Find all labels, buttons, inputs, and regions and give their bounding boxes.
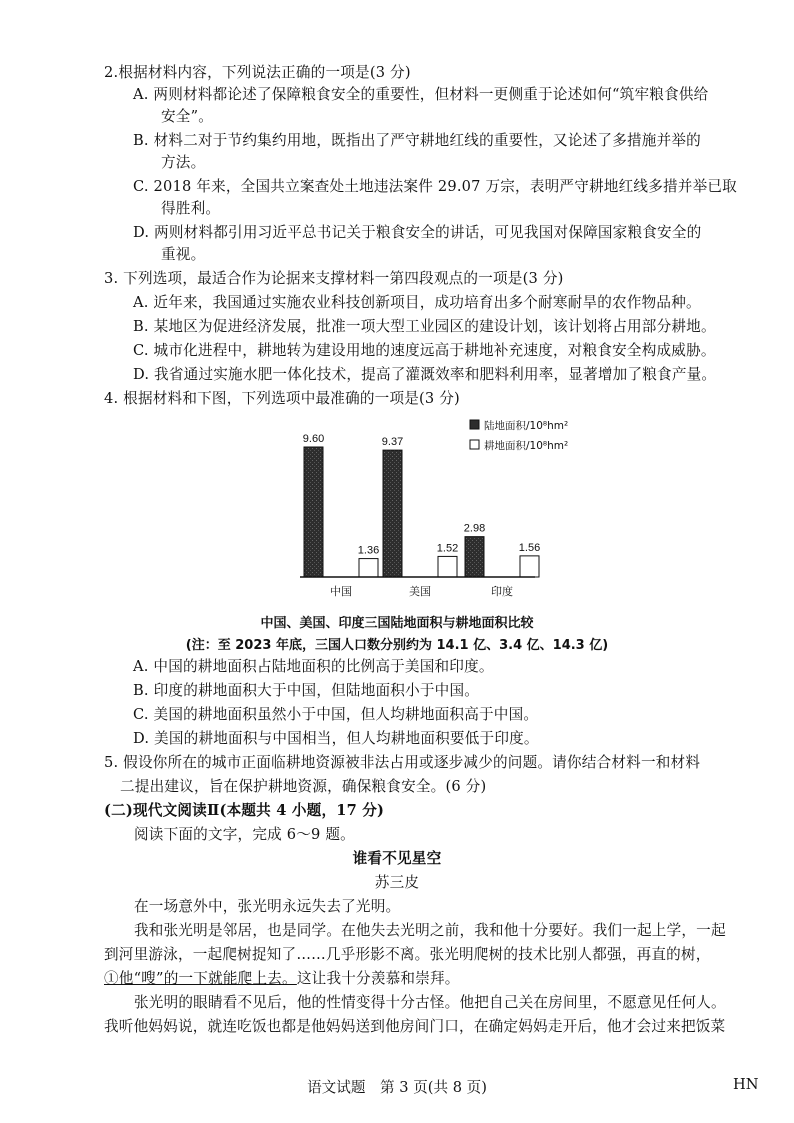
chart-caption: 中国、美国、印度三国陆地面积与耕地面积比较 (260, 616, 534, 631)
story-paragraph (104, 968, 460, 990)
story-paragraph: 我听他妈妈说，就连吃饭也都是他妈妈送到他房间门口，在确定妈妈走开后，他才会过来把饭菜 (104, 1018, 726, 1035)
q4-option-a: A. 中国的耕地面积占陆地面积的比例高于美国和印度。 (133, 658, 494, 675)
bar-land (465, 537, 484, 577)
story-paragraph: 到河里游泳，一起爬树捉知了……几乎形影不离。张光明爬树的技术比别人都强，再直的树， (104, 946, 711, 963)
section-heading: (二)现代文阅读Ⅱ(本题共 4 小题，17 分) (104, 802, 385, 819)
q5-stem: 5. 假设你所在的城市正面临耕地资源被非法占用或逐步减少的问题。请你结合材料一和材料 (104, 754, 701, 771)
page-footer: 语文试题 第 3 页(共 8 页) (307, 1079, 487, 1096)
bar-farmland (359, 559, 378, 577)
story-text: 这让我十分羡慕和崇拜。 (296, 970, 460, 987)
bar-value-label: 2.98 (463, 522, 486, 535)
category-label: 中国 (330, 585, 352, 598)
q2-option-a: A. 两则材料都论述了保障粮食安全的重要性，但材料一更侧重于论述如何“筑牢粮食供给 (133, 86, 709, 103)
bar-land (383, 450, 402, 577)
bar-value-label: 9.37 (381, 436, 404, 449)
underlined-sentence: ①他“嗖”的一下就能爬上去。 (104, 970, 297, 987)
q2-option-b: B. 材料二对于节约集约用地，既指出了严守耕地红线的重要性，又论述了多措施并举的 (133, 132, 701, 149)
bar-farmland (438, 556, 457, 577)
bar-value-label: 1.56 (518, 541, 541, 554)
chart-note: (注：至 2023 年底，三国人口数分别约为 14.1 亿、3.4 亿、14.3 亿) (185, 638, 609, 653)
q3-option-d: D. 我省通过实施水肥一体化技术，提高了灌溉效率和肥料利用率，显著增加了粮食产量。 (133, 366, 717, 383)
q5-stem-cont: 二提出建议，旨在保护耕地资源，确保粮食安全。(6 分) (120, 778, 487, 795)
bar-value-label: 9.60 (302, 433, 325, 445)
q3-stem: 3. 下列选项，最适合作为论据来支撑材料一第四段观点的一项是(3 分) (104, 270, 564, 287)
story-paragraph: 在一场意外中，张光明永远失去了光明。 (134, 898, 401, 915)
legend-label: 陆地面积/10⁸hm² (484, 420, 569, 432)
bar-value-label: 1.52 (436, 542, 459, 555)
q4-option-c: C. 美国的耕地面积虽然小于中国，但人均耕地面积高于中国。 (133, 706, 539, 723)
land-farmland-bar-chart (280, 412, 600, 607)
category-label: 美国 (409, 585, 431, 598)
bar-value-label: 1.36 (357, 544, 380, 557)
story-title: 谁看不见星空 (352, 850, 442, 867)
legend-label: 耕地面积/10⁸hm² (484, 440, 569, 452)
bar-farmland (520, 556, 539, 577)
q2-option-d-cont: 重视。 (161, 246, 206, 263)
category-label: 印度 (491, 585, 513, 598)
q2-option-c-cont: 得胜利。 (161, 200, 221, 217)
q2-option-c: C. 2018 年来，全国共立案查处土地违法案件 29.07 万宗，表明严守耕地红线多措并举已取 (133, 178, 737, 195)
q3-option-a: A. 近年来，我国通过实施农业科技创新项目，成功培育出多个耐寒耐旱的农作物品种。 (133, 294, 701, 311)
story-author: 苏三皮 (374, 874, 420, 891)
q2-option-b-cont: 方法。 (161, 154, 206, 171)
chart-legend (470, 419, 568, 452)
section-instruction: 阅读下面的文字，完成 6～9 题。 (134, 826, 355, 843)
q3-option-c: C. 城市化进程中，耕地转为建设用地的速度远高于耕地补充速度，对粮食安全构成威胁。 (133, 342, 716, 359)
q3-option-b: B. 某地区为促进经济发展，批准一项大型工业园区的建设计划，该计划将占用部分耕地。 (133, 318, 716, 335)
region-code: HN (733, 1076, 759, 1093)
q2-option-a-cont: 安全”。 (161, 108, 214, 125)
story-paragraph: 张光明的眼睛看不见后，他的性情变得十分古怪。他把自己关在房间里，不愿意见任何人。 (134, 994, 726, 1011)
q2-stem: 2.根据材料内容，下列说法正确的一项是(3 分) (104, 64, 411, 81)
legend-swatch (470, 440, 479, 449)
q4-option-d: D. 美国的耕地面积与中国相当，但人均耕地面积要低于印度。 (133, 730, 539, 747)
bar-land (304, 447, 323, 577)
q2-option-d: D. 两则材料都引用习近平总书记关于粮食安全的讲话，可见我国对保障国家粮食安全的 (133, 224, 702, 241)
legend-swatch (470, 420, 479, 429)
story-paragraph: 我和张光明是邻居，也是同学。在他失去光明之前，我和他十分要好。我们一起上学，一起 (134, 922, 726, 939)
q4-stem: 4. 根据材料和下图，下列选项中最准确的一项是(3 分) (104, 390, 460, 407)
q4-option-b: B. 印度的耕地面积大于中国，但陆地面积小于中国。 (133, 682, 480, 699)
